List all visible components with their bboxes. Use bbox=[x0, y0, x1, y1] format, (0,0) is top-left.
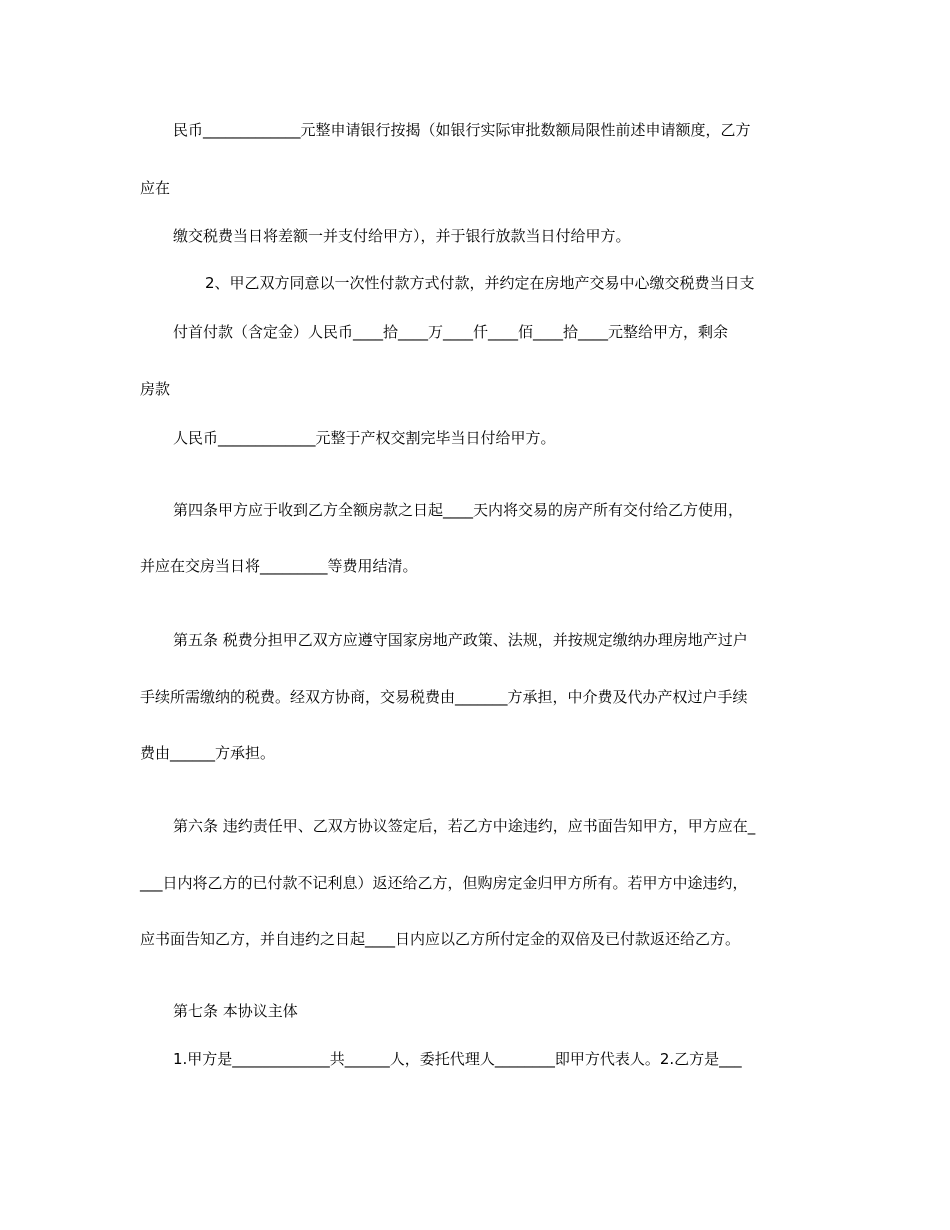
text-line: 房款 bbox=[140, 380, 171, 398]
text-line: 手续所需缴纳的税费。经双方协商，交易税费由_______方承担，中介费及代办产权过户手续 bbox=[140, 688, 748, 706]
text-line: 并应在交房当日将_________等费用结清。 bbox=[140, 557, 418, 575]
text-line: 付首付款（含定金）人民币____拾____万____仟____佰____拾____元整给甲方，剩余 bbox=[173, 323, 729, 341]
text-line: 人民币_____________元整于产权交割完毕当日付给甲方。 bbox=[173, 429, 556, 447]
text-line: 第七条 本协议主体 bbox=[173, 1002, 298, 1020]
text-line: 第五条 税费分担甲乙双方应遵守国家房地产政策、法规，并按规定缴纳办理房地产过户 bbox=[173, 631, 748, 649]
text-line: 应书面告知乙方，并自违约之日起____日内应以乙方所付定金的双倍及已付款返还给乙方。 bbox=[140, 930, 741, 948]
text-line: 缴交税费当日将差额一并支付给甲方），并于银行放款当日付给甲方。 bbox=[173, 227, 631, 245]
text-line: 1.甲方是_____________共______人，委托代理人________即甲方代表人。2.乙方是___ bbox=[173, 1050, 742, 1068]
text-line: ___日内将乙方的已付款不记利息）返还给乙方，但购房定金归甲方所有。若甲方中途违约， bbox=[140, 874, 748, 892]
text-line: 民币_____________元整申请银行按揭（如银行实际审批数额局限性前述申请额度，乙方 bbox=[173, 121, 751, 139]
text-line: 第六条 违约责任甲、乙双方协议签定后，若乙方中途违约，应书面告知甲方，甲方应在_ bbox=[173, 817, 756, 835]
text-line: 应在 bbox=[140, 179, 171, 197]
text-line: 第四条甲方应于收到乙方全额房款之日起____天内将交易的房产所有交付给乙方使用， bbox=[173, 501, 744, 519]
text-line: 费由______方承担。 bbox=[140, 744, 276, 762]
text-line: 2、甲乙双方同意以一次性付款方式付款，并约定在房地产交易中心缴交税费当日支 bbox=[205, 274, 755, 292]
